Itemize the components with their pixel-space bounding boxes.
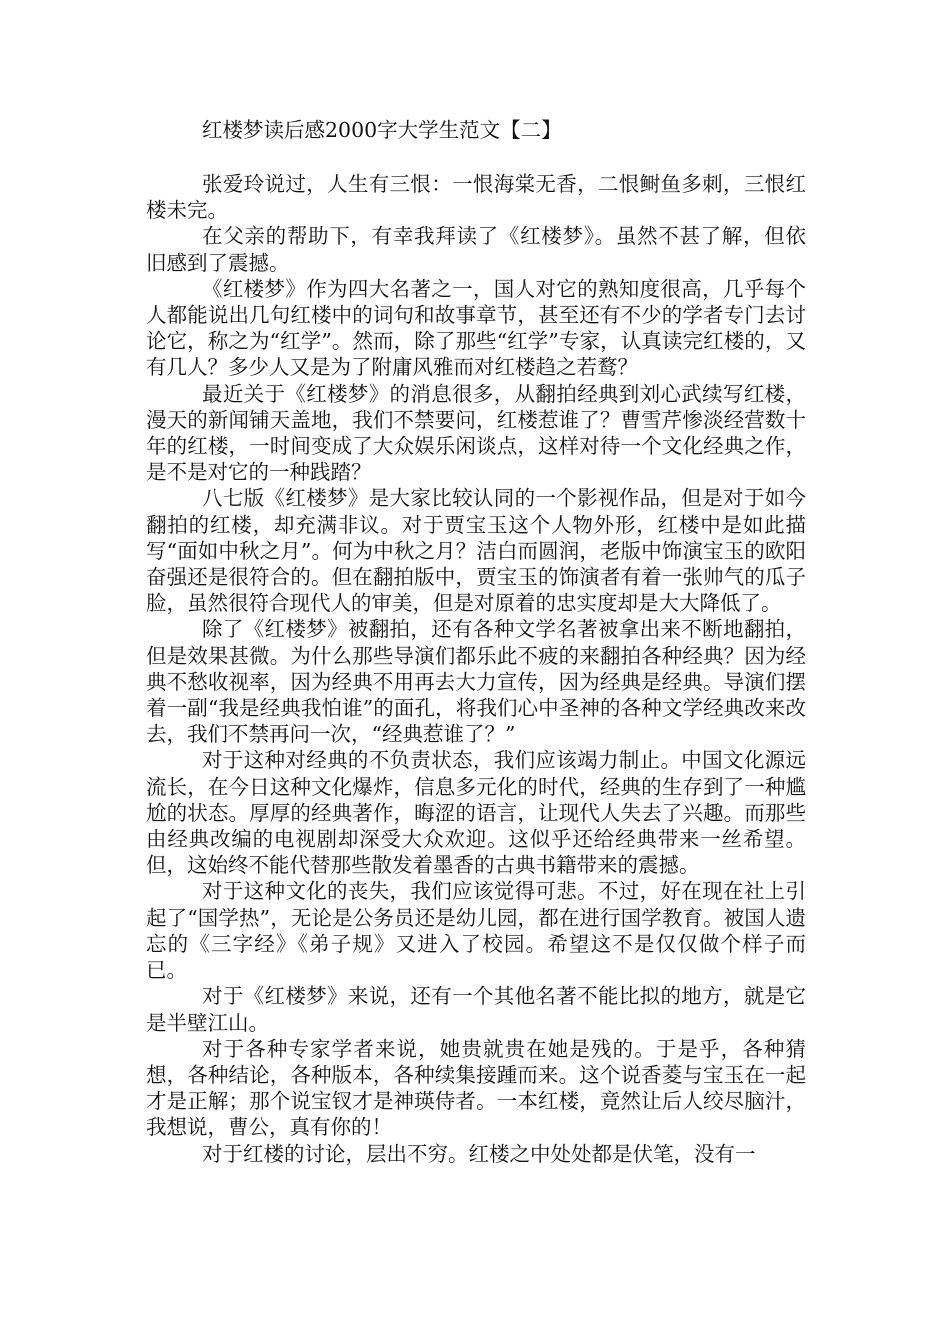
paragraph-6: 除了《红楼梦》被翻拍，还有各种文学名著被拿出来不断地翻拍，但是效果甚微。为什么那些导演们都乐此不疲的来翻拍各种经典？因为经典不愁收视率，因为经典不用再去大力宣传，因为经典是经典。导演们摆着一副“我是经典我怕谁”的面孔，将我们心中圣神的各种文学经典改来改去，我们不禁再问一次，“经典惹谁了？”	[146, 617, 806, 747]
paragraph-10: 对于各种专家学者来说，她贵就贵在她是残的。于是乎，各种猜想，各种结论，各种版本，各种续集接踵而来。这个说香菱与宝玉在一起才是正解；那个说宝钗才是神瑛侍者。一本红楼，竟然让后人绞尽脑汁，我想说，曹公，真有你的！	[146, 1036, 806, 1140]
paragraph-9: 对于《红楼梦》来说，还有一个其他名著不能比拟的地方，就是它是半壁江山。	[146, 984, 806, 1035]
paragraph-4: 最近关于《红楼梦》的消息很多，从翻拍经典到刘心武续写红楼，漫天的新闻铺天盖地，我们不禁要问，红楼惹谁了？曹雪芹惨淡经营数十年的红楼，一时间变成了大众娱乐闲谈点，这样对待一个文化经典之作，是不是对它的一种践踏？	[146, 381, 806, 485]
paragraph-3: 《红楼梦》作为四大名著之一，国人对它的熟知度很高，几乎每个人都能说出几句红楼中的词句和故事章节，甚至还有不少的学者专门去讨论它，称之为“红学”。然而，除了那些“红学”专家，认真读完红楼的，又有几人？多少人又是为了附庸风雅而对红楼趋之若鹜？	[146, 276, 806, 380]
paragraph-11: 对于红楼的讨论，层出不穷。红楼之中处处都是伏笔，没有一	[202, 1141, 756, 1166]
document-title: 红楼梦读后感2000字大学生范文【二】	[202, 118, 562, 142]
paragraph-7: 对于这种对经典的不负责状态，我们应该竭力制止。中国文化源远流长，在今日这种文化爆炸，信息多元化的时代，经典的生存到了一种尴尬的状态。厚厚的经典著作，晦涩的语言，让现代人失去了兴趣。而那些由经典改编的电视剧却深受大众欢迎。这似乎还给经典带来一丝希望。但，这始终不能代替那些散发着墨香的古典书籍带来的震撼。	[146, 748, 806, 878]
document-body	[146, 115, 806, 1167]
paragraph-2: 在父亲的帮助下，有幸我拜读了《红楼梦》。虽然不甚了解，但依旧感到了震撼。	[146, 224, 806, 275]
paragraph-1: 张爱玲说过，人生有三恨：一恨海棠无香，二恨鲥鱼多刺，三恨红楼未完。	[146, 172, 806, 223]
paragraph-8: 对于这种文化的丧失，我们应该觉得可悲。不过，好在现在社上引起了“国学热”，无论是公务员还是幼儿园，都在进行国学教育。被国人遗忘的《三字经》《弟子规》又进入了校园。希望这不是仅仅做个样子而已。	[146, 879, 806, 983]
paragraph-5: 八七版《红楼梦》是大家比较认同的一个影视作品，但是对于如今翻拍的红楼，却充满非议。对于贾宝玉这个人物外形，红楼中是如此描写“面如中秋之月”。何为中秋之月？洁白而圆润，老版中饰演宝玉的欧阳奋强还是很符合的。但在翻拍版中，贾宝玉的饰演者有着一张帅气的瓜子脸，虽然很符合现代人的审美，但是对原着的忠实度却是大大降低了。	[146, 486, 806, 616]
